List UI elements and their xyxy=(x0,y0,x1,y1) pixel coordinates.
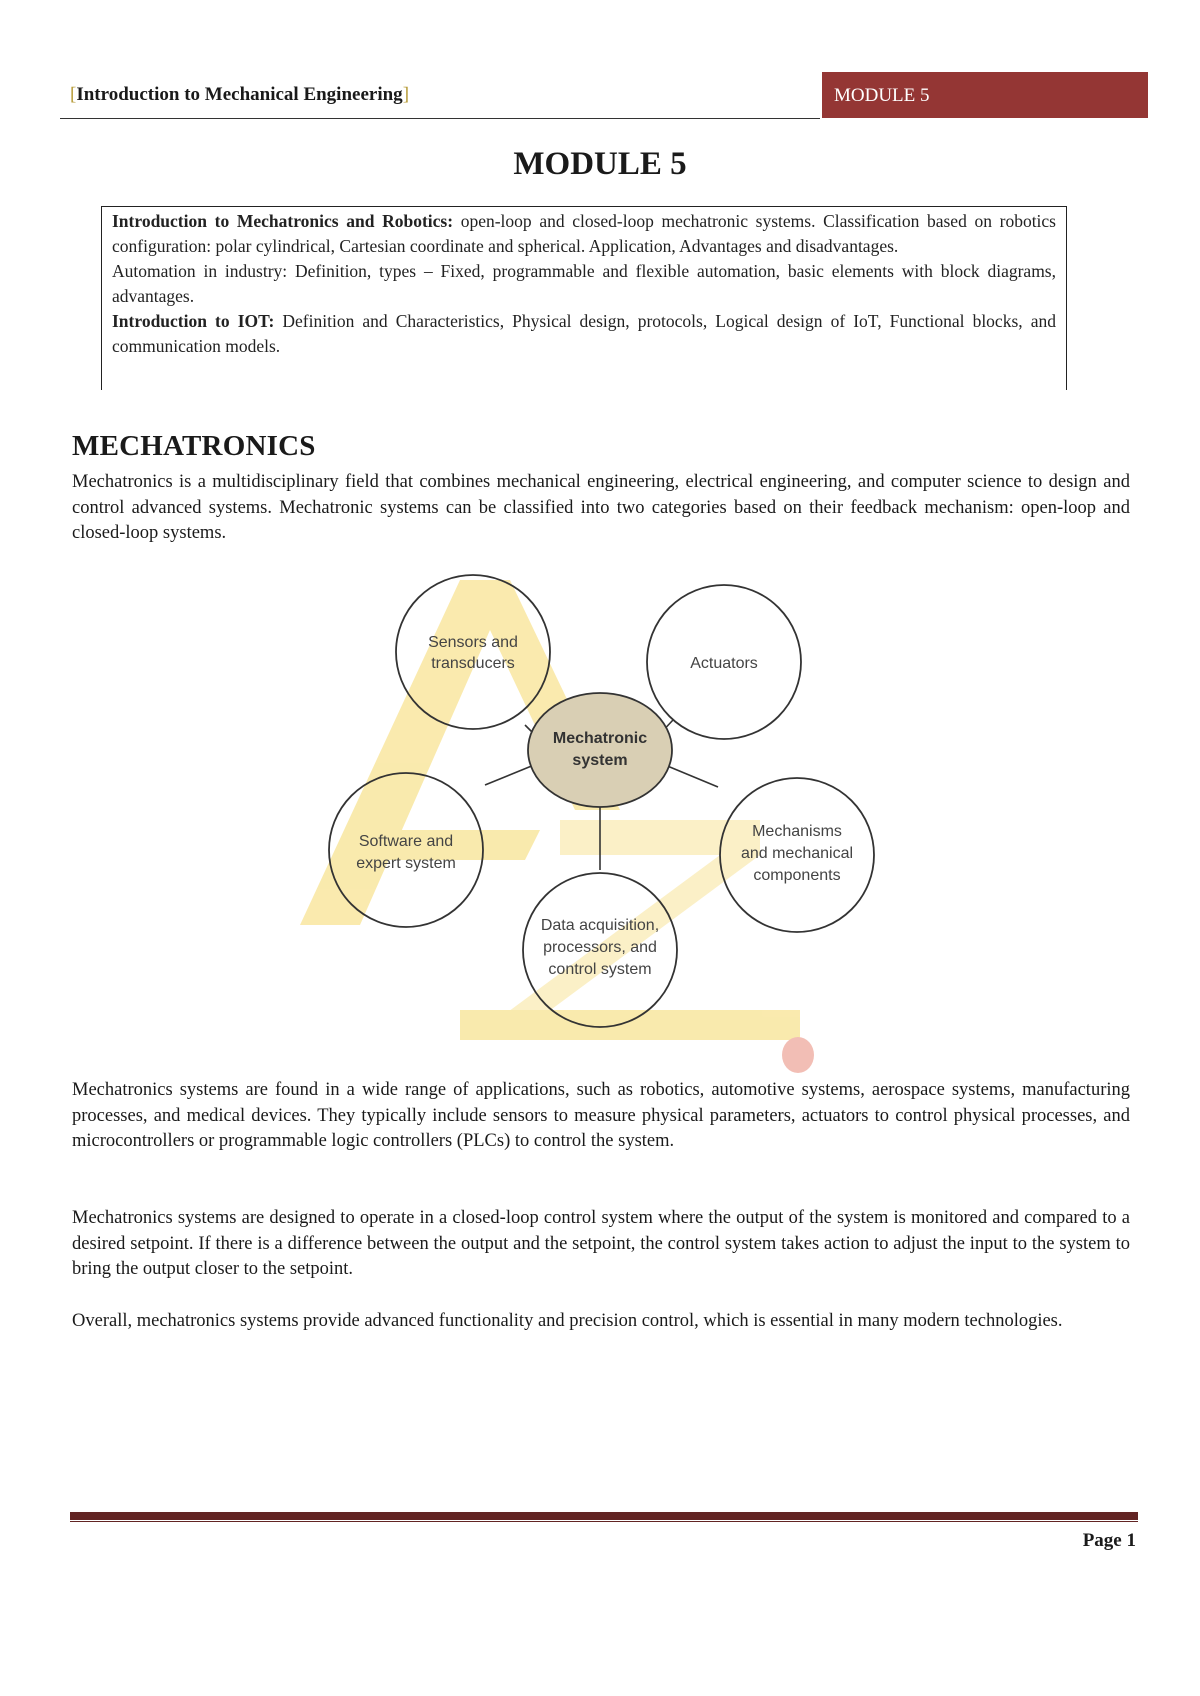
applications-paragraph: Mechatronics systems are found in a wide range of applications, such as robotics, automotive systems, aerospace systems, manufacturing processes, and medical devices. They typically include sensors to measure physical parameters, actuators to control physical processes, and microcontrollers or programmable logic controllers (PLCs) to control the system. xyxy=(72,1080,1130,1151)
watermark-z-top xyxy=(560,820,760,855)
sensors-label-line-1: Sensors and xyxy=(428,634,518,651)
syllabus-p1-bold: Introduction to Mechatronics and Robotics: xyxy=(112,211,454,231)
data-label-line-2: processors, and xyxy=(543,939,657,956)
syllabus-p3-text: Definition and Characteristics, Physical design, protocols, Logical design of IoT, Functional blocks, and communication models. xyxy=(112,311,1056,356)
sensors-label-line-2: transducers xyxy=(431,655,515,672)
page-number: Page 1 xyxy=(1082,1530,1136,1551)
syllabus-paragraph-1 xyxy=(112,209,1056,259)
footer-rule-thin xyxy=(70,1521,1138,1522)
actuators-label: Actuators xyxy=(690,655,758,672)
watermark-dot xyxy=(782,1037,814,1073)
software-label-line-2: expert system xyxy=(356,855,456,872)
connector-software xyxy=(485,765,534,785)
syllabus-box xyxy=(101,206,1067,390)
header-title-text: Introduction to Mechanical Engineering xyxy=(76,84,403,105)
header-title xyxy=(70,84,409,106)
header-module-tag xyxy=(822,72,1148,118)
data-label-line-1: Data acquisition, xyxy=(540,917,660,934)
intro-paragraph: Mechatronics is a multidisciplinary field that combines mechanical engineering, electrical engineering, and computer science to design and control advanced systems. Mechatronic systems can be classified into two categories based on their feedback mechanism: open-loop and closed-loop systems. xyxy=(72,472,1130,543)
header-bracket-open: [ xyxy=(70,84,77,105)
center-label-line-1: Mechatronic xyxy=(552,730,648,747)
mechanisms-label-line-2: and mechanical xyxy=(740,845,854,862)
software-label-line-1: Software and xyxy=(358,833,454,850)
header-left xyxy=(60,72,820,119)
page-header xyxy=(60,72,1148,118)
syllabus-paragraph-3 xyxy=(112,309,1056,359)
header-bracket-close: ] xyxy=(402,84,410,105)
syllabus-p1-text: open-loop and closed-loop mechatronic systems. Classification based on robotics configuration: polar cylindrical, Cartesian coordinate and spherical. Application, Advantages and disadvantages. xyxy=(112,211,1056,256)
mechatronics-diagram xyxy=(300,570,900,1090)
section-heading: MECHATRONICS xyxy=(72,430,316,462)
data-label-line-3: control system xyxy=(548,961,652,978)
module-title: MODULE 5 xyxy=(513,146,687,182)
mechanisms-label-line-1: Mechanisms xyxy=(752,823,842,840)
center-label-line-2: system xyxy=(572,752,628,769)
center-node-mechatronic-system xyxy=(528,693,672,807)
mechanisms-label-line-3: components xyxy=(753,867,841,884)
watermark-z-bottom xyxy=(460,1010,800,1040)
footer-rule xyxy=(70,1512,1138,1520)
connector-mechanisms xyxy=(665,765,718,787)
watermark-logo xyxy=(300,580,814,1073)
overall-paragraph: Overall, mechatronics systems provide advanced functionality and precision control, which is essential in many modern technologies. xyxy=(72,1311,1063,1331)
syllabus-paragraph-2: Automation in industry: Definition, types – Fixed, programmable and flexible automation, basic elements with block diagrams, advantages. xyxy=(112,261,1056,306)
header-module-tag-text: MODULE 5 xyxy=(834,85,930,106)
syllabus-p3-bold: Introduction to IOT: xyxy=(112,311,275,331)
closed-loop-paragraph: Mechatronics systems are designed to operate in a closed-loop control system where the output of the system is monitored and compared to a desired setpoint. If there is a difference between the output and the setpoint, the control system takes action to adjust the input to the system to bring the output closer to the setpoint. xyxy=(72,1208,1130,1279)
